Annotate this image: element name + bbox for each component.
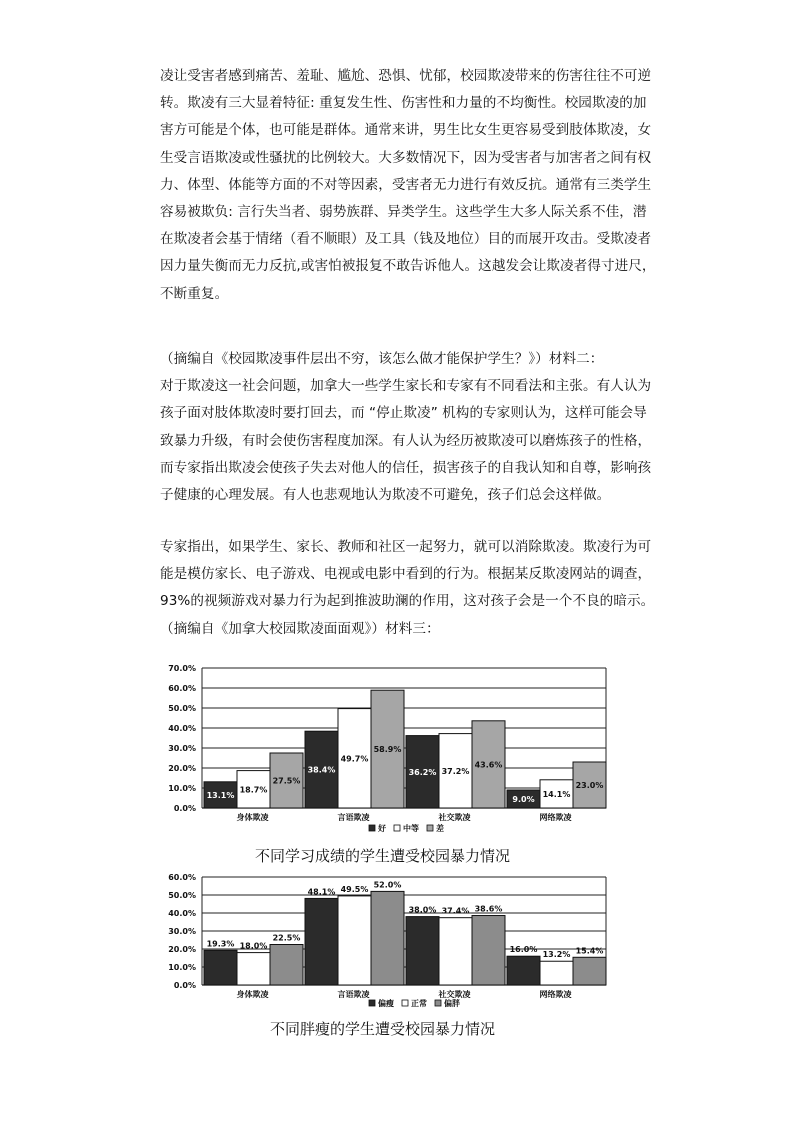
text-line: 子健康的心理发展。有人也悲观地认为欺凌不可避免，孩子们总会这样做。 [160,487,611,504]
legend-swatch [394,825,400,831]
legend-label: 中等 [403,824,419,833]
data-label: 37.4% [441,906,470,916]
bar [406,917,439,985]
category-label: 言语欺凌 [337,813,370,822]
text-line: （摘编自《加拿大校园欺凌面面观》）材料三： [160,620,440,637]
category-label: 网络欺凌 [539,990,572,999]
data-label: 36.2% [408,767,437,777]
bar [540,961,573,985]
legend-swatch [369,825,375,831]
bar [204,950,237,985]
data-label: 13.2% [542,950,571,960]
data-label: 23.0% [575,781,604,790]
data-label: 49.7% [340,754,369,764]
data-label: 27.5% [272,776,301,786]
text-line: 孩子面对肢体欺凌时要打回去，而 “停止欺凌” 机构的专家则认为，这样可能会导 [160,405,647,422]
y-tick-label: 10.0% [168,784,196,793]
legend-label: 偏瘦 [378,999,394,1008]
y-tick-label: 30.0% [168,744,196,753]
text-line: 转。欺凌有三大显着特征: 重复发生性、伤害性和力量的不均衡性。校园欺凌的加 [160,95,647,112]
data-label: 38.4% [307,765,336,775]
bar [305,898,338,985]
data-label: 14.1% [542,789,571,799]
y-tick-label: 20.0% [168,945,196,954]
category-label: 身体欺凌 [236,813,269,822]
chart-academic-performance [160,658,620,838]
y-tick-label: 0.0% [173,981,196,990]
paragraph-material-one [160,63,656,308]
data-label: 37.2% [441,766,470,776]
text-line: 因力量失衡而无力反抗,或害怕被报复不敢告诉他人。这越发会让欺凌者得寸进尺， [160,258,656,275]
category-label: 网络欺凌 [539,813,572,822]
text-line: 93%的视频游戏对暴力行为起到推波助澜的作用，这对孩子会是一个不良的暗示。 [160,593,655,610]
chart-caption-body-type: 不同胖瘦的学生遭受校园暴力情况 [270,1020,496,1038]
category-label: 社交欺凌 [438,990,471,999]
legend-label: 正常 [411,999,427,1008]
text-line: 凌让受害者感到痛苦、羞耻、尴尬、恐惧、忧郁，校园欺凌带来的伤害往往不可逆 [160,68,652,84]
paragraph-material-two [160,346,652,509]
y-tick-label: 40.0% [168,909,196,918]
bar [371,891,404,985]
text-line: 在欺凌者会基于情绪（看不顺眼）及工具（钱及地位）目的而展开攻击。受欺凌者 [160,231,652,248]
y-tick-label: 60.0% [168,684,196,693]
legend-label: 差 [436,824,444,833]
legend-swatch [369,1000,375,1006]
text-line: 而专家指出欺凌会使孩子失去对他人的信任，损害孩子的自我认知和自尊，影响孩 [160,459,652,476]
legend-swatch [435,1000,441,1006]
text-line: 容易被欺负: 言行失当者、弱势族群、异类学生。这些学生大多人际关系不佳，潜 [160,204,647,221]
data-label: 49.5% [340,884,369,894]
y-tick-label: 10.0% [168,963,196,972]
text-line: （摘编自《校园欺凌事件层出不穷，该怎么做才能保护学生？》）材料二： [160,351,604,367]
data-label: 38.6% [474,904,503,914]
bar [507,956,540,985]
legend-label: 偏胖 [444,999,460,1008]
data-label: 18.0% [239,941,268,951]
data-label: 16.0% [509,945,538,955]
data-label: 48.1% [307,887,336,897]
data-label: 52.0% [373,880,402,890]
data-label: 15.4% [575,946,604,956]
bar [439,918,472,985]
bar [237,953,270,985]
bar [270,945,303,986]
bar [472,916,505,985]
text-line: 力、体型、体能等方面的不对等因素，受害者无力进行有效反抗。通常有三类学生 [160,176,652,193]
category-label: 身体欺凌 [236,990,269,999]
y-tick-label: 30.0% [168,927,196,936]
text-line: 不断重复。 [160,285,229,302]
category-label: 社交欺凌 [438,813,471,822]
data-label: 43.6% [474,760,503,770]
data-label: 38.0% [408,905,437,915]
y-tick-label: 40.0% [168,724,196,733]
text-line: 害方可能是个体，也可能是群体。通常来讲，男生比女生更容易受到肢体欺凌，女 [160,122,652,139]
y-tick-label: 50.0% [168,704,196,713]
text-line: 生受言语欺凌或性骚扰的比例较大。大多数情况下，因为受害者与加害者之间有权 [160,149,652,166]
chart-caption-academic: 不同学习成绩的学生遭受校园暴力情况 [255,847,511,865]
bar [573,957,606,985]
data-label: 22.5% [272,933,301,943]
bar-chart-body-type [160,868,620,1018]
legend-swatch [427,825,433,831]
text-line: 致暴力升级，有时会使伤害程度加深。有人认为经历被欺凌可以磨炼孩子的性格， [160,432,652,449]
y-tick-label: 20.0% [168,764,196,773]
legend-label: 好 [378,824,386,833]
y-tick-label: 60.0% [168,873,196,882]
y-tick-label: 50.0% [168,891,196,900]
data-label: 58.9% [373,745,402,755]
y-tick-label: 70.0% [168,664,196,673]
text-line: 专家指出，如果学生、家长、教师和社区一起努力，就可以消除欺凌。欺凌行为可 [160,539,652,555]
data-label: 9.0% [512,795,535,804]
text-line: 能是模仿家长、电子游戏、电视或电影中看到的行为。根据某反欺凌网站的调查， [160,566,652,583]
bar-chart-academic [160,658,620,838]
text-line: 对于欺凌这一社会问题，加拿大一些学生家长和专家有不同看法和主张。有人认为 [160,378,652,395]
chart-body-type [160,868,620,1018]
y-tick-label: 0.0% [173,804,196,813]
data-label: 19.3% [206,939,235,949]
data-label: 13.1% [206,790,235,800]
legend-swatch [402,1000,408,1006]
paragraph-material-two-continued [160,534,655,643]
bar [338,896,371,985]
category-label: 言语欺凌 [337,990,370,999]
data-label: 18.7% [239,785,268,795]
